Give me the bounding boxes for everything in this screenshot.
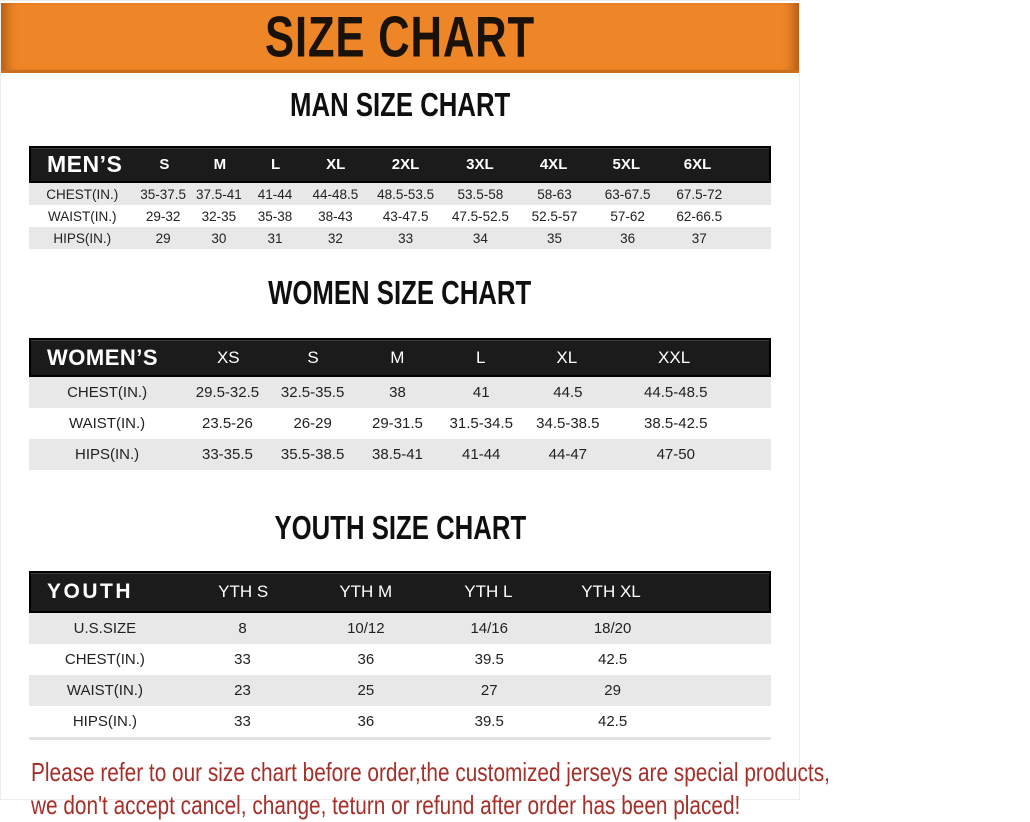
table-cell: 41-44 xyxy=(462,446,501,463)
size-column-header: M xyxy=(390,347,405,367)
size-column-header: M xyxy=(213,156,227,173)
table-cell: 38-43 xyxy=(318,208,353,224)
table-cell: 35-38 xyxy=(257,208,293,224)
size-column-header: L xyxy=(475,347,486,367)
table-row xyxy=(29,439,771,470)
table-cell: 47.5-52.5 xyxy=(451,208,509,224)
women-section-title-text: WOMEN SIZE CHART xyxy=(268,274,532,311)
table-cell: 44.5-48.5 xyxy=(644,384,708,401)
youth-table-rows xyxy=(29,613,771,740)
table-cell: 38.5-41 xyxy=(372,446,423,463)
table-cell: 33 xyxy=(234,651,251,668)
table-cell: 29 xyxy=(604,682,621,699)
table-cell: 35.5-38.5 xyxy=(280,446,345,463)
table-cell: 44-48.5 xyxy=(312,186,359,202)
size-column-header: YTH S xyxy=(218,582,269,601)
table-cell: 38 xyxy=(389,384,406,401)
size-column-header: S xyxy=(307,347,319,367)
table-cell: 33-35.5 xyxy=(201,446,253,463)
table-row xyxy=(29,205,771,227)
section-men xyxy=(1,88,799,249)
table-cell: 36 xyxy=(357,651,375,668)
table-cell: 10/12 xyxy=(347,620,385,637)
table-row xyxy=(29,183,771,205)
youth-header-label: YOUTH xyxy=(47,580,133,603)
table-cell: 41 xyxy=(472,384,490,401)
table-cell: 8 xyxy=(238,620,247,637)
table-cell: 39.5 xyxy=(474,713,504,730)
table-cell: 43-47.5 xyxy=(382,208,429,224)
table-cell: 63-67.5 xyxy=(604,186,651,202)
table-cell: 34.5-38.5 xyxy=(536,415,600,432)
table-cell: 36 xyxy=(620,230,636,246)
table-cell: 29 xyxy=(155,230,171,246)
table-cell: 42.5 xyxy=(598,651,628,668)
size-column-header: 2XL xyxy=(391,156,420,173)
men-section-title-text: MAN SIZE CHART xyxy=(289,86,511,123)
table-row xyxy=(29,613,771,644)
size-column-header: YTH M xyxy=(339,582,393,601)
row-label: CHEST(IN.) xyxy=(64,651,145,668)
women-table-rows xyxy=(29,377,771,470)
row-label: WAIST(IN.) xyxy=(48,208,117,224)
row-label: U.S.SIZE xyxy=(73,620,137,637)
table-cell: 52.5-57 xyxy=(531,208,578,224)
table-cell: 31.5-34.5 xyxy=(449,415,513,432)
row-label: CHEST(IN.) xyxy=(46,186,119,202)
table-cell: 32-35 xyxy=(201,208,237,224)
table-cell: 41-44 xyxy=(257,186,293,202)
size-column-header: 6XL xyxy=(683,156,712,173)
row-label: HIPS(IN.) xyxy=(53,230,112,246)
table-cell: 26-29 xyxy=(293,415,332,432)
table-cell: 57-62 xyxy=(610,208,645,224)
table-cell: 39.5 xyxy=(474,651,504,668)
men-table-rows xyxy=(29,183,771,249)
size-column-header: YTH L xyxy=(464,582,513,601)
women-size-table xyxy=(29,338,771,470)
table-cell: 23 xyxy=(234,682,251,699)
table-cell: 42.5 xyxy=(598,713,628,730)
table-cell: 33 xyxy=(234,713,251,730)
table-cell: 29-32 xyxy=(145,208,181,224)
row-label: CHEST(IN.) xyxy=(67,384,148,401)
table-cell: 33 xyxy=(398,230,414,246)
row-label: HIPS(IN.) xyxy=(75,446,140,463)
table-cell: 44.5 xyxy=(553,384,583,401)
table-row xyxy=(29,408,771,439)
table-row xyxy=(29,706,771,737)
table-cell: 36 xyxy=(357,713,375,730)
table-cell: 67.5-72 xyxy=(676,186,723,202)
table-cell: 48.5-53.5 xyxy=(377,186,435,202)
table-cell: 58-63 xyxy=(537,186,572,202)
women-section-title xyxy=(1,275,799,318)
footer-note xyxy=(31,756,830,822)
table-row xyxy=(29,644,771,675)
men-size-table xyxy=(29,146,771,249)
size-column-header: YTH XL xyxy=(581,582,641,601)
table-cell: 34 xyxy=(472,230,488,246)
table-cell: 38.5-42.5 xyxy=(644,415,708,432)
table-cell: 25 xyxy=(357,682,375,699)
table-cell: 37.5-41 xyxy=(195,186,242,202)
size-column-header: L xyxy=(271,156,281,173)
men-table-header-bar xyxy=(29,146,771,183)
size-column-header: S xyxy=(159,156,170,173)
table-row xyxy=(29,675,771,706)
women-header-label: WOMEN’S xyxy=(47,344,159,370)
table-cell: 32 xyxy=(327,230,343,246)
table-cell: 18/20 xyxy=(593,620,632,637)
women-table-header-bar xyxy=(29,338,771,377)
size-column-header: XXL xyxy=(658,347,691,367)
table-cell: 53.5-58 xyxy=(457,186,504,202)
table-cell: 37 xyxy=(691,230,707,246)
youth-table-header-bar xyxy=(29,571,771,613)
youth-section-title-text: YOUTH SIZE CHART xyxy=(274,509,526,546)
table-cell: 14/16 xyxy=(470,620,508,637)
table-cell: 32.5-35.5 xyxy=(280,384,345,401)
section-women xyxy=(1,275,799,470)
table-row xyxy=(29,377,771,408)
table-cell: 29-31.5 xyxy=(372,415,423,432)
table-cell: 35 xyxy=(547,230,563,246)
footer-line-1: Please refer to our size chart before order,the customized jerseys are special products, xyxy=(31,757,830,787)
youth-section-title xyxy=(1,510,799,553)
size-column-header: XL xyxy=(556,347,578,367)
size-column-header: 4XL xyxy=(539,156,568,173)
row-label: WAIST(IN.) xyxy=(69,415,146,432)
men-header-label: MEN’S xyxy=(47,151,123,177)
men-section-title xyxy=(1,88,799,129)
table-cell: 44-47 xyxy=(548,446,588,463)
table-cell: 23.5-26 xyxy=(201,415,253,432)
table-row xyxy=(29,227,771,249)
size-column-header: 5XL xyxy=(612,156,640,173)
table-cell: 47-50 xyxy=(656,446,695,463)
row-label: HIPS(IN.) xyxy=(72,713,137,730)
size-column-header: 3XL xyxy=(466,156,494,173)
table-cell: 62-66.5 xyxy=(676,208,723,224)
table-cell: 31 xyxy=(267,230,283,246)
banner xyxy=(1,3,799,73)
youth-size-table xyxy=(29,571,771,740)
table-cell: 30 xyxy=(211,230,227,246)
table-cell: 29.5-32.5 xyxy=(195,384,260,401)
footer-line-2: we don't accept cancel, change, teturn or refund after order has been placed! xyxy=(31,790,741,820)
row-label: WAIST(IN.) xyxy=(66,682,143,699)
section-youth xyxy=(1,510,799,740)
size-column-header: XL xyxy=(326,156,346,173)
table-cell: 35-37.5 xyxy=(140,186,187,202)
banner-title: SIZE CHART xyxy=(265,4,535,69)
size-column-header: XS xyxy=(216,347,240,367)
table-cell: 27 xyxy=(480,682,498,699)
